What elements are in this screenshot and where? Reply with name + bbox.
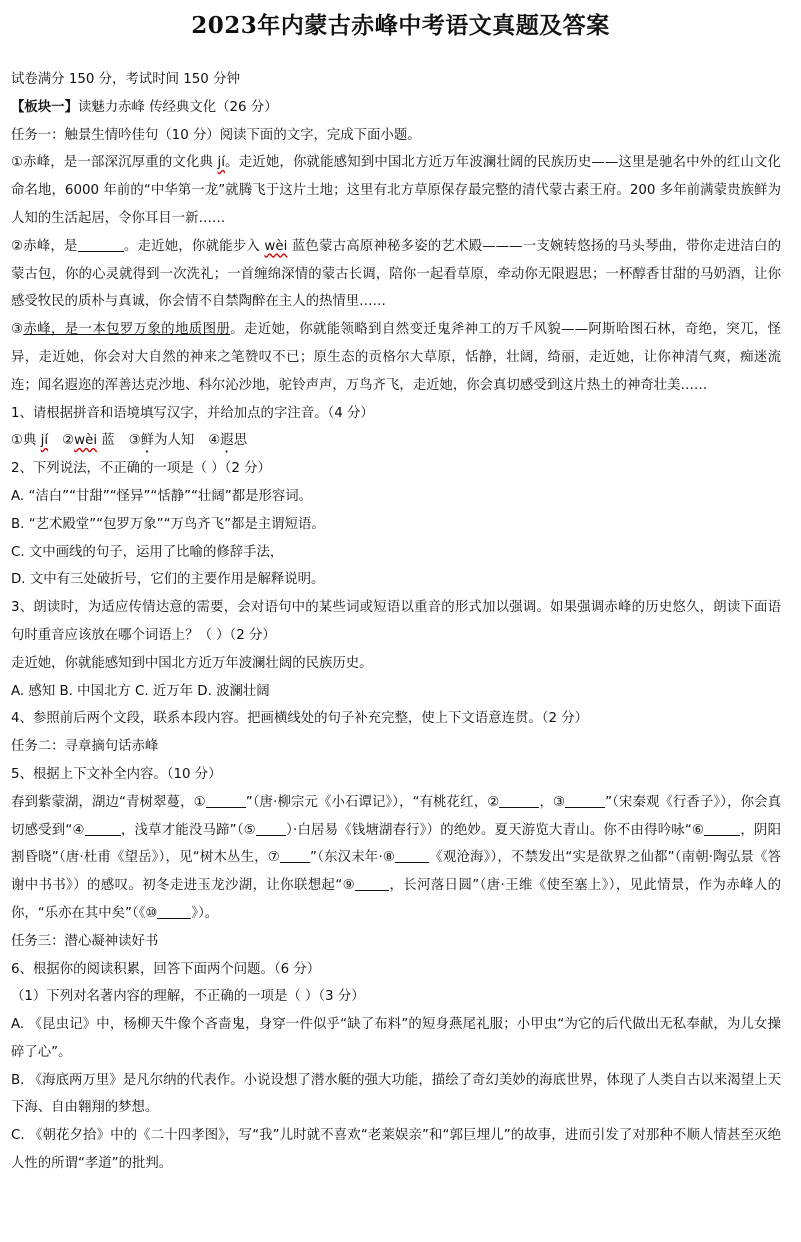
q1-item1-text: ①典 <box>11 433 41 449</box>
q5-blank-1[interactable] <box>206 791 246 808</box>
q2-stem: 2、下列说法，不正确的一项是（ ）（2 分） <box>11 461 271 477</box>
section-title: 读魅力赤峰 传经典文化（26 分） <box>77 99 278 115</box>
q6-sub1-stem: （1）下列对名著内容的理解，不正确的一项是（ ）（3 分） <box>11 989 365 1005</box>
q6-option-c: C. 《朝花夕拾》中的《二十四孝图》，写“我”儿时就不喜欢“老莱娱亲”和“郭巨埋儿”的故事，进而引发了对那种不顺人情甚至灭绝人性的所谓“孝道”的批判。 <box>11 1128 781 1172</box>
task1-title: 任务一：触景生情吟佳句（10 分）阅读下面的文字，完成下面小题。 <box>11 127 421 143</box>
p1-text-a: ①赤峰，是一部深沉厚重的文化典 <box>11 155 218 171</box>
section-bracket-close: 】 <box>64 99 78 115</box>
q5-text-10: ，长河落日圆”（唐·王维《使至塞上》），见此情景，作为赤峰人的你，“乐亦在其中矣”（《⑩ <box>11 878 781 921</box>
q1-item4-num: ④ <box>208 433 221 449</box>
q1-item3-num: ③ <box>128 433 141 449</box>
q3-options: A. 感知 B. 中国北方 C. 近万年 D. 波澜壮阔 <box>11 683 270 699</box>
q1-item1-pinyin: jí <box>40 433 49 449</box>
p2-text-a: ②赤峰，是 <box>11 238 78 254</box>
q3-stem: 3、朗读时，为适应传情达意的需要，会对语句中的某些词或短语以重音的形式加以强调。如果强调赤峰的历史悠久，朗读下面语句时重音应该放在哪个词语上？（ ）（2 分） <box>11 600 781 643</box>
q1-item2-text: 蓝 <box>97 433 115 449</box>
q5-text-9: 《观沧海》），不禁发出“实是欲界之仙都”（南朝·陶弘景《答谢中书书》）的感叹。初冬走进玉龙沙湖，让你联想起“⑨ <box>11 850 781 894</box>
p3-text-b: 。走近她，你就能领略到自然变迁鬼斧神工的万千风貌——阿斯哈图石林，奇绝，突兀，怪异，走近她，你会对大自然的神来之笔赞叹不已；原生态的贡格尔大草原，恬静，壮阔，绮丽，走近她，让你神清气爽，痴迷流连；闻名遐迩的浑善达克沙地、科尔沁沙地，驼铃声声，万鸟齐飞，走近她，你会真切感受到这片热土的神奇壮美…… <box>11 322 782 393</box>
q2-option-c: C. 文中画线的句子，运用了比喻的修辞手法， <box>11 544 284 560</box>
q1-stem: 1、请根据拼音和语境填写汉字，并给加点的字注音。（4 分） <box>11 405 374 421</box>
q5-text-6: ）·白居易《钱塘湖春行》）的绝妙。夏天游览大青山。你不由得吟咏“⑥ <box>285 822 705 838</box>
q6-stem: 6、根据你的阅读积累，回答下面两个问题。（6 分） <box>11 961 321 977</box>
section-label: 板块一 <box>24 99 65 115</box>
q1-item3-dotted-char: 鲜 <box>140 433 155 449</box>
q5-blank-7[interactable] <box>280 846 310 863</box>
section-bracket-open: 【 <box>11 99 25 115</box>
q1-item2-pinyin: wèi <box>74 433 98 449</box>
passage-paragraph-1 <box>11 149 781 232</box>
q6-option-b: B. 《海底两万里》是凡尔纳的代表作。小说设想了潜水艇的强大功能，描绘了奇幻美妙的海底世界，体现了人类自古以来渴望上天下海、自由翱翔的梦想。 <box>11 1072 781 1116</box>
q5-text-4: ”（宋秦观《行香子》），你会真切感受到“④ <box>11 794 781 838</box>
p3-text-a: ③ <box>11 322 24 338</box>
p2-text-b: 。走近她，你就能步入 <box>123 238 265 254</box>
section-heading <box>11 94 781 122</box>
q5-blank-9[interactable] <box>355 874 389 891</box>
q1-item2-num: ② <box>62 433 75 449</box>
q5-blank-8[interactable] <box>395 846 429 863</box>
q1-item4-dotted-char: 遐 <box>220 433 234 449</box>
q5-text-2: ”（唐·柳宗元《小石谭记》），“有桃花红，② <box>245 794 500 810</box>
q5-text-1: 春到紫蒙湖，湖边“青树翠蔓，① <box>11 794 206 810</box>
q5-text-5: ，浅草才能没马蹄”（⑤ <box>120 822 256 838</box>
q5-text-3: ，③ <box>539 794 566 810</box>
p1-text-b: 。走近她，你就能感知到中国北方近万年波澜壮阔的民族历史——这里是驰名中外的红山文化命名地，6000 年前的“中华第一龙”就腾飞于这片土地；这里有北方草原保存最完整的清代蒙古素王府。200 多年前满蒙贵族鲜为人知的生活起居，令你耳目一新…… <box>11 155 781 226</box>
q5-paragraph <box>11 789 781 928</box>
q5-blank-6[interactable] <box>704 819 740 836</box>
q2-option-d: D. 文中有三处破折号，它们的主要作用是解释说明。 <box>11 572 325 588</box>
passage-paragraph-3 <box>11 316 781 399</box>
q5-text-7: ，阴阳割昏晓”（唐·杜甫《望岳》），见“树木丛生，⑦ <box>11 822 782 866</box>
q5-blank-5[interactable] <box>256 819 286 836</box>
q5-blank-4[interactable] <box>85 819 121 836</box>
task3-title: 任务三：潜心凝神读好书 <box>11 933 159 949</box>
q6-option-a: A. 《昆虫记》中，杨柳天牛像个吝啬鬼，身穿一件似乎“缺了布料”的短身燕尾礼服；小甲虫“为它的后代做出无私奉献，为儿女操碎了心”。 <box>11 1017 781 1060</box>
q1-item3-text: 为人知 <box>154 433 195 449</box>
q5-blank-3[interactable] <box>565 791 605 808</box>
passage-paragraph-2 <box>11 233 781 316</box>
q5-blank-10[interactable] <box>157 902 191 919</box>
task2-title: 任务二：寻章摘句话赤峰 <box>11 739 159 755</box>
q1-items <box>11 427 781 455</box>
exam-info: 试卷满分 150 分，考试时间 150 分钟 <box>11 72 240 87</box>
q5-stem: 5、根据上下文补全内容。（10 分） <box>11 766 222 782</box>
document-title: 2023年内蒙古赤峰中考语文真题及答案 <box>191 12 610 39</box>
q5-blank-2[interactable] <box>499 791 539 808</box>
p1-pinyin: jí <box>217 155 225 171</box>
p2-pinyin: wèi <box>264 238 288 254</box>
q5-text-11: 》）。 <box>191 905 219 921</box>
q1-item4-text: 思 <box>233 433 248 449</box>
p2-blank[interactable] <box>78 235 124 252</box>
q2-option-a: A. “洁白”“甘甜”“怪异”“恬静”“壮阔”都是形容词。 <box>11 488 313 504</box>
document-body <box>11 66 781 1178</box>
p2-text-c: 蓝色蒙古高原神秘多姿的艺术殿———一支婉转悠扬的马头琴曲，带你走进洁白的蒙古包，你的心灵就得到一次洗礼；一首缠绵深情的蒙古长调，陪你一起看草原，牵动你无限遐思；一杯醇香甘甜的马奶酒，让你感受牧民的质朴与真诚，你会情不自禁陶醉在主人的热情里…… <box>11 238 781 310</box>
q4-stem: 4、参照前后两个文段，联系本段内容。把画横线处的句子补充完整，使上下文语意连贯。（2 分） <box>11 711 588 727</box>
q2-option-b: B. “艺术殿堂”“包罗万象”“万鸟齐飞”都是主谓短语。 <box>11 516 325 532</box>
p3-underlined-sentence: 赤峰，是一本包罗万象的地质图册 <box>23 322 231 338</box>
q3-sentence: 走近她，你就能感知到中国北方近万年波澜壮阔的民族历史。 <box>11 655 373 671</box>
q5-text-8: ”（东汉末年·⑧ <box>310 850 396 866</box>
